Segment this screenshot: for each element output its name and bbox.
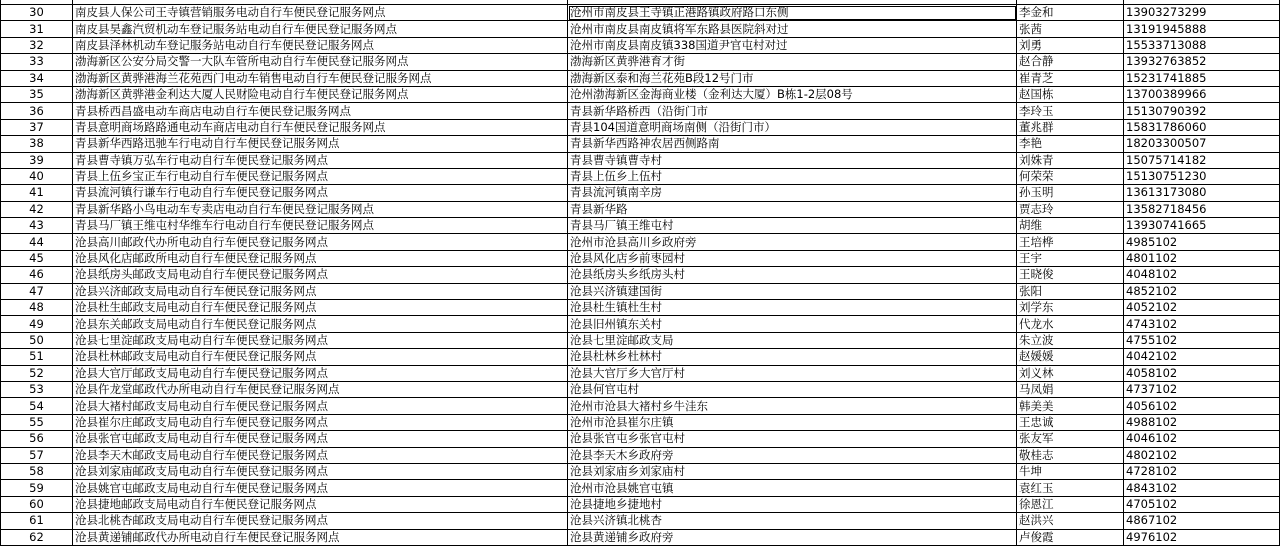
cell-outlet-name[interactable]: 沧县风化店邮政所电动自行车便民登记服务网点 [73,250,568,266]
cell-address[interactable]: 青县新华西路神农居西侧路南 [568,136,1017,152]
table-row [1,381,1280,397]
cell-address[interactable]: 沧县大官厅乡大官厅村 [568,365,1017,381]
cell-contact-person[interactable]: 敬桂志 [1017,447,1124,463]
cell-address[interactable]: 沧州市沧县高川乡政府旁 [568,234,1017,250]
cell-phone[interactable]: 15130790392 [1124,103,1280,119]
cell-address[interactable]: 沧县纸房头乡纸房头村 [568,267,1017,283]
cell-contact-person[interactable]: 刘学东 [1017,300,1124,316]
cell-outlet-name[interactable]: 沧县捷地邮政支局电动自行车便民登记服务网点 [73,496,568,512]
cell-index[interactable]: 32 [1,37,73,53]
cell-outlet-name[interactable]: 青县新华路小鸟电动车专卖店电动自行车便民登记服务网点 [73,201,568,217]
cell-index[interactable]: 46 [1,267,73,283]
cell-outlet-name[interactable]: 青县马厂镇王维屯村华维车行电动自行车便民登记服务网点 [73,218,568,234]
cell-index[interactable]: 59 [1,480,73,496]
cell-outlet-name[interactable]: 青县意明商场路路通电动车商店电动自行车便民登记服务网点 [73,119,568,135]
cell-index[interactable]: 51 [1,349,73,365]
table-row [1,349,1280,365]
cell-index[interactable]: 41 [1,185,73,201]
cell-contact-person[interactable]: 牛坤 [1017,463,1124,479]
cell-address[interactable]: 青县新华路 [568,201,1017,217]
cell-contact-person[interactable]: 贾志玲 [1017,201,1124,217]
cell-index[interactable]: 50 [1,332,73,348]
cell-phone[interactable]: 13700389966 [1124,86,1280,102]
cell-address[interactable]: 沧县李天木乡政府旁 [568,447,1017,463]
cell-phone[interactable]: 4801102 [1124,250,1280,266]
cell-index[interactable]: 49 [1,316,73,332]
table-row [1,365,1280,381]
cell-phone[interactable]: 15831786060 [1124,119,1280,135]
cell-address[interactable]: 沧县何官屯村 [568,381,1017,397]
cell-contact-person[interactable]: 王晓俊 [1017,267,1124,283]
cell-phone[interactable]: 4042102 [1124,349,1280,365]
cell-index[interactable]: 58 [1,463,73,479]
cell-phone[interactable]: 13930741665 [1124,218,1280,234]
table-row [1,513,1280,529]
cell-address[interactable]: 沧县杜林乡杜林村 [568,349,1017,365]
table-row [1,463,1280,479]
cell-address[interactable]: 沧县七里淀邮政支局 [568,332,1017,348]
cell-phone[interactable]: 15533713088 [1124,37,1280,53]
cell-contact-person[interactable]: 胡维 [1017,218,1124,234]
table-row [1,152,1280,168]
cell-contact-person[interactable]: 张阳 [1017,283,1124,299]
cell-index[interactable]: 39 [1,152,73,168]
cell-outlet-name[interactable]: 沧县大官厅邮政支局电动自行车便民登记服务网点 [73,365,568,381]
cell-index[interactable]: 53 [1,381,73,397]
table-row [1,5,1280,21]
table-row [1,332,1280,348]
cell-address[interactable]: 沧州市沧县崔尔庄镇 [568,414,1017,430]
cell-outlet-name[interactable]: 沧县北桃杏邮政支局电动自行车便民登记服务网点 [73,513,568,529]
table-row [1,414,1280,430]
cell-address[interactable]: 沧县旧州镇东关村 [568,316,1017,332]
cell-contact-person[interactable]: 赵合静 [1017,54,1124,70]
cell-contact-person[interactable]: 何荣荣 [1017,168,1124,184]
spreadsheet-body [1,0,1280,545]
cell-address[interactable]: 沧州市南皮县南皮镇338国道尹官屯村对过 [568,37,1017,53]
cell-address[interactable]: 沧县兴济镇北桃杏 [568,513,1017,529]
cell-outlet-name[interactable]: 青县新华西路迅驰车行电动自行车便民登记服务网点 [73,136,568,152]
cell-index[interactable]: 57 [1,447,73,463]
table-row [1,250,1280,266]
table-row [1,86,1280,102]
cell-phone[interactable]: 4988102 [1124,414,1280,430]
cell-contact-person[interactable]: 孙玉明 [1017,185,1124,201]
table-row [1,234,1280,250]
table-row [1,480,1280,496]
cell-contact-person[interactable]: 袁红玉 [1017,480,1124,496]
table-row [1,37,1280,53]
cell-index[interactable]: 47 [1,283,73,299]
cell-outlet-name[interactable]: 南皮县泽林机动车登记服务站电动自行车便民登记服务网点 [73,37,568,53]
cell-address[interactable]: 渤海新区黄骅港育才街 [568,54,1017,70]
cell-outlet-name[interactable]: 渤海新区黄骅港海兰花苑西门电动车销售电动自行车便民登记服务网点 [73,70,568,86]
cell-phone[interactable]: 4058102 [1124,365,1280,381]
cell-outlet-name[interactable]: 渤海新区公安分局交警一大队车管所电动自行车便民登记服务网点 [73,54,568,70]
table-row [1,267,1280,283]
cell-contact-person[interactable]: 王培桦 [1017,234,1124,250]
cell-contact-person[interactable]: 李金和 [1017,5,1124,21]
cell-contact-person[interactable]: 卢俊霞 [1017,529,1124,545]
cell-outlet-name[interactable]: 沧县杜生邮政支局电动自行车便民登记服务网点 [73,300,568,316]
cell-index[interactable]: 48 [1,300,73,316]
cell-phone[interactable]: 13582718456 [1124,201,1280,217]
table-row [1,21,1280,37]
cell-address[interactable]: 青县曹寺镇曹寺村 [568,152,1017,168]
cell-phone[interactable]: 13613173080 [1124,185,1280,201]
cell-contact-person[interactable]: 张茜 [1017,21,1124,37]
cell-phone[interactable]: 4867102 [1124,513,1280,529]
cell-index[interactable]: 30 [1,5,73,21]
cell-index[interactable]: 43 [1,218,73,234]
cell-index[interactable]: 56 [1,431,73,447]
table-row [1,218,1280,234]
cell-phone[interactable]: 4852102 [1124,283,1280,299]
cell-outlet-name[interactable]: 青县曹寺镇万弘车行电动自行车便民登记服务网点 [73,152,568,168]
cell-contact-person[interactable]: 崔青芝 [1017,70,1124,86]
cell-outlet-name[interactable]: 沧县仵龙堂邮政代办所电动自行车便民登记服务网点 [73,381,568,397]
cell-contact-person[interactable]: 赵国栋 [1017,86,1124,102]
cell-index[interactable]: 36 [1,103,73,119]
cell-contact-person[interactable]: 李艳 [1017,136,1124,152]
cell-phone[interactable]: 4743102 [1124,316,1280,332]
cell-phone[interactable]: 4976102 [1124,529,1280,545]
table-row [1,54,1280,70]
cell-contact-person[interactable]: 董兆群 [1017,119,1124,135]
cell-index[interactable]: 54 [1,398,73,414]
cell-phone[interactable]: 4755102 [1124,332,1280,348]
table-row [1,103,1280,119]
cell-contact-person[interactable]: 赵媛媛 [1017,349,1124,365]
cell-address[interactable]: 沧县捷地乡捷地村 [568,496,1017,512]
cell-address[interactable]: 沧县兴济镇建国街 [568,283,1017,299]
table-row [1,447,1280,463]
cell-contact-person[interactable]: 刘姝青 [1017,152,1124,168]
cell-contact-person[interactable]: 刘义林 [1017,365,1124,381]
cell-phone[interactable]: 4728102 [1124,463,1280,479]
cell-index[interactable]: 38 [1,136,73,152]
table-row [1,398,1280,414]
cell-address[interactable]: 沧县刘家庙乡刘家庙村 [568,463,1017,479]
cell-outlet-name[interactable]: 沧县崔尔庄邮政支局电动自行车便民登记服务网点 [73,414,568,430]
cell-outlet-name[interactable]: 沧县七里淀邮政支局电动自行车便民登记服务网点 [73,332,568,348]
table-row [1,168,1280,184]
cell-phone[interactable]: 4802102 [1124,447,1280,463]
cell-outlet-name[interactable]: 沧县高川邮政代办所电动自行车便民登记服务网点 [73,234,568,250]
cell-phone[interactable]: 4052102 [1124,300,1280,316]
cell-address[interactable]: 沧州市沧县姚官屯镇 [568,480,1017,496]
cell-address[interactable]: 青县马厂镇王维屯村 [568,218,1017,234]
cell-outlet-name[interactable]: 南皮县人保公司王寺镇营销服务电动自行车便民登记服务网点 [73,5,568,21]
cell-phone[interactable]: 4737102 [1124,381,1280,397]
cell-address[interactable]: 渤海新区泰和海兰花苑B段12号门市 [568,70,1017,86]
cell-address[interactable]: 沧县黄递铺乡政府旁 [568,529,1017,545]
cell-phone[interactable]: 15231741885 [1124,70,1280,86]
cell-outlet-name[interactable]: 沧县姚官屯邮政支局电动自行车便民登记服务网点 [73,480,568,496]
cell-outlet-name[interactable]: 沧县东关邮政支局电动自行车便民登记服务网点 [73,316,568,332]
cell-phone[interactable]: 4048102 [1124,267,1280,283]
cell-address[interactable]: 沧县杜生镇杜生村 [568,300,1017,316]
table-row [1,529,1280,545]
cell-outlet-name[interactable]: 沧县李天木邮政支局电动自行车便民登记服务网点 [73,447,568,463]
cell-contact-person[interactable]: 张友军 [1017,431,1124,447]
cell-contact-person[interactable]: 韩美美 [1017,398,1124,414]
cell-outlet-name[interactable]: 沧县张官屯邮政支局电动自行车便民登记服务网点 [73,431,568,447]
cell-index[interactable]: 33 [1,54,73,70]
cell-phone[interactable]: 13932763852 [1124,54,1280,70]
cell-index[interactable]: 31 [1,21,73,37]
table-row [1,119,1280,135]
table-row [1,136,1280,152]
cell-index[interactable]: 60 [1,496,73,512]
cell-address[interactable]: 青县104国道意明商场南侧（沿街门市） [568,119,1017,135]
cell-outlet-name[interactable]: 沧县大褚村邮政支局电动自行车便民登记服务网点 [73,398,568,414]
cell-phone[interactable]: 4046102 [1124,431,1280,447]
cell-outlet-name[interactable]: 沧县杜林邮政支局电动自行车便民登记服务网点 [73,349,568,365]
cell-phone[interactable]: 4985102 [1124,234,1280,250]
cell-outlet-name[interactable]: 南皮县昊鑫汽贸机动车登记服务站电动自行车便民登记服务网点 [73,21,568,37]
cell-index[interactable]: 45 [1,250,73,266]
table-row [1,185,1280,201]
cell-address[interactable]: 青县上伍乡上伍村 [568,168,1017,184]
cell-contact-person[interactable]: 马凤娟 [1017,381,1124,397]
cell-outlet-name[interactable]: 青县流河镇行谦车行电动自行车便民登记服务网点 [73,185,568,201]
cell-phone[interactable]: 13903273299 [1124,5,1280,21]
cell-index[interactable]: 34 [1,70,73,86]
cell-index[interactable]: 61 [1,513,73,529]
cell-address[interactable]: 青县流河镇南辛房 [568,185,1017,201]
cell-outlet-name[interactable]: 青县上伍乡宝正车行电动自行车便民登记服务网点 [73,168,568,184]
table-row [1,283,1280,299]
cell-contact-person[interactable]: 朱立波 [1017,332,1124,348]
cell-index[interactable]: 37 [1,119,73,135]
cell-contact-person[interactable]: 王忠诚 [1017,414,1124,430]
table-row [1,300,1280,316]
cell-contact-person[interactable]: 李玲玉 [1017,103,1124,119]
table-row [1,70,1280,86]
cell-outlet-name[interactable]: 沧县纸房头邮政支局电动自行车便民登记服务网点 [73,267,568,283]
cell-phone[interactable]: 15130751230 [1124,168,1280,184]
cell-phone[interactable]: 4843102 [1124,480,1280,496]
cell-address[interactable]: 沧州市南皮县王寺镇正港路镇政府路口东侧 [568,5,1017,21]
cell-index[interactable]: 55 [1,414,73,430]
table-row [1,316,1280,332]
cell-phone[interactable]: 15075714182 [1124,152,1280,168]
cell-contact-person[interactable]: 赵洪兴 [1017,513,1124,529]
table-row [1,496,1280,512]
table-row [1,201,1280,217]
table-row [1,431,1280,447]
cell-address[interactable]: 沧州市沧县大褚村乡牛洼东 [568,398,1017,414]
cell-phone[interactable]: 13191945888 [1124,21,1280,37]
cell-index[interactable]: 44 [1,234,73,250]
cell-index[interactable]: 62 [1,529,73,545]
cell-outlet-name[interactable]: 沧县兴济邮政支局电动自行车便民登记服务网点 [73,283,568,299]
cell-phone[interactable]: 4056102 [1124,398,1280,414]
cell-contact-person[interactable]: 王宇 [1017,250,1124,266]
cell-address[interactable]: 沧县张官屯乡张官屯村 [568,431,1017,447]
cell-address[interactable]: 沧县风化店乡前枣园村 [568,250,1017,266]
cell-index[interactable]: 35 [1,86,73,102]
cell-phone[interactable]: 4705102 [1124,496,1280,512]
cell-contact-person[interactable]: 刘勇 [1017,37,1124,53]
cell-index[interactable]: 40 [1,168,73,184]
cell-address[interactable]: 沧州渤海新区金海商业楼（金利达大厦）B栋1-2层08号 [568,86,1017,102]
cell-index[interactable]: 52 [1,365,73,381]
cell-phone[interactable]: 18203300507 [1124,136,1280,152]
cell-outlet-name[interactable]: 青县桥西昌盛电动车商店电动自行车便民登记服务网点 [73,103,568,119]
cell-outlet-name[interactable]: 沧县刘家庙邮政支局电动自行车便民登记服务网点 [73,463,568,479]
cell-contact-person[interactable]: 徐恩江 [1017,496,1124,512]
cell-contact-person[interactable]: 代龙水 [1017,316,1124,332]
cell-outlet-name[interactable]: 渤海新区黄骅港金利达大厦人民财险电动自行车便民登记服务网点 [73,86,568,102]
cell-outlet-name[interactable]: 沧县黄递铺邮政代办所电动自行车便民登记服务网点 [73,529,568,545]
cell-address[interactable]: 青县新华路桥西（沿街门市 [568,103,1017,119]
cell-index[interactable]: 42 [1,201,73,217]
cell-address[interactable]: 沧州市南皮县南皮镇将军东路县医院斜对过 [568,21,1017,37]
